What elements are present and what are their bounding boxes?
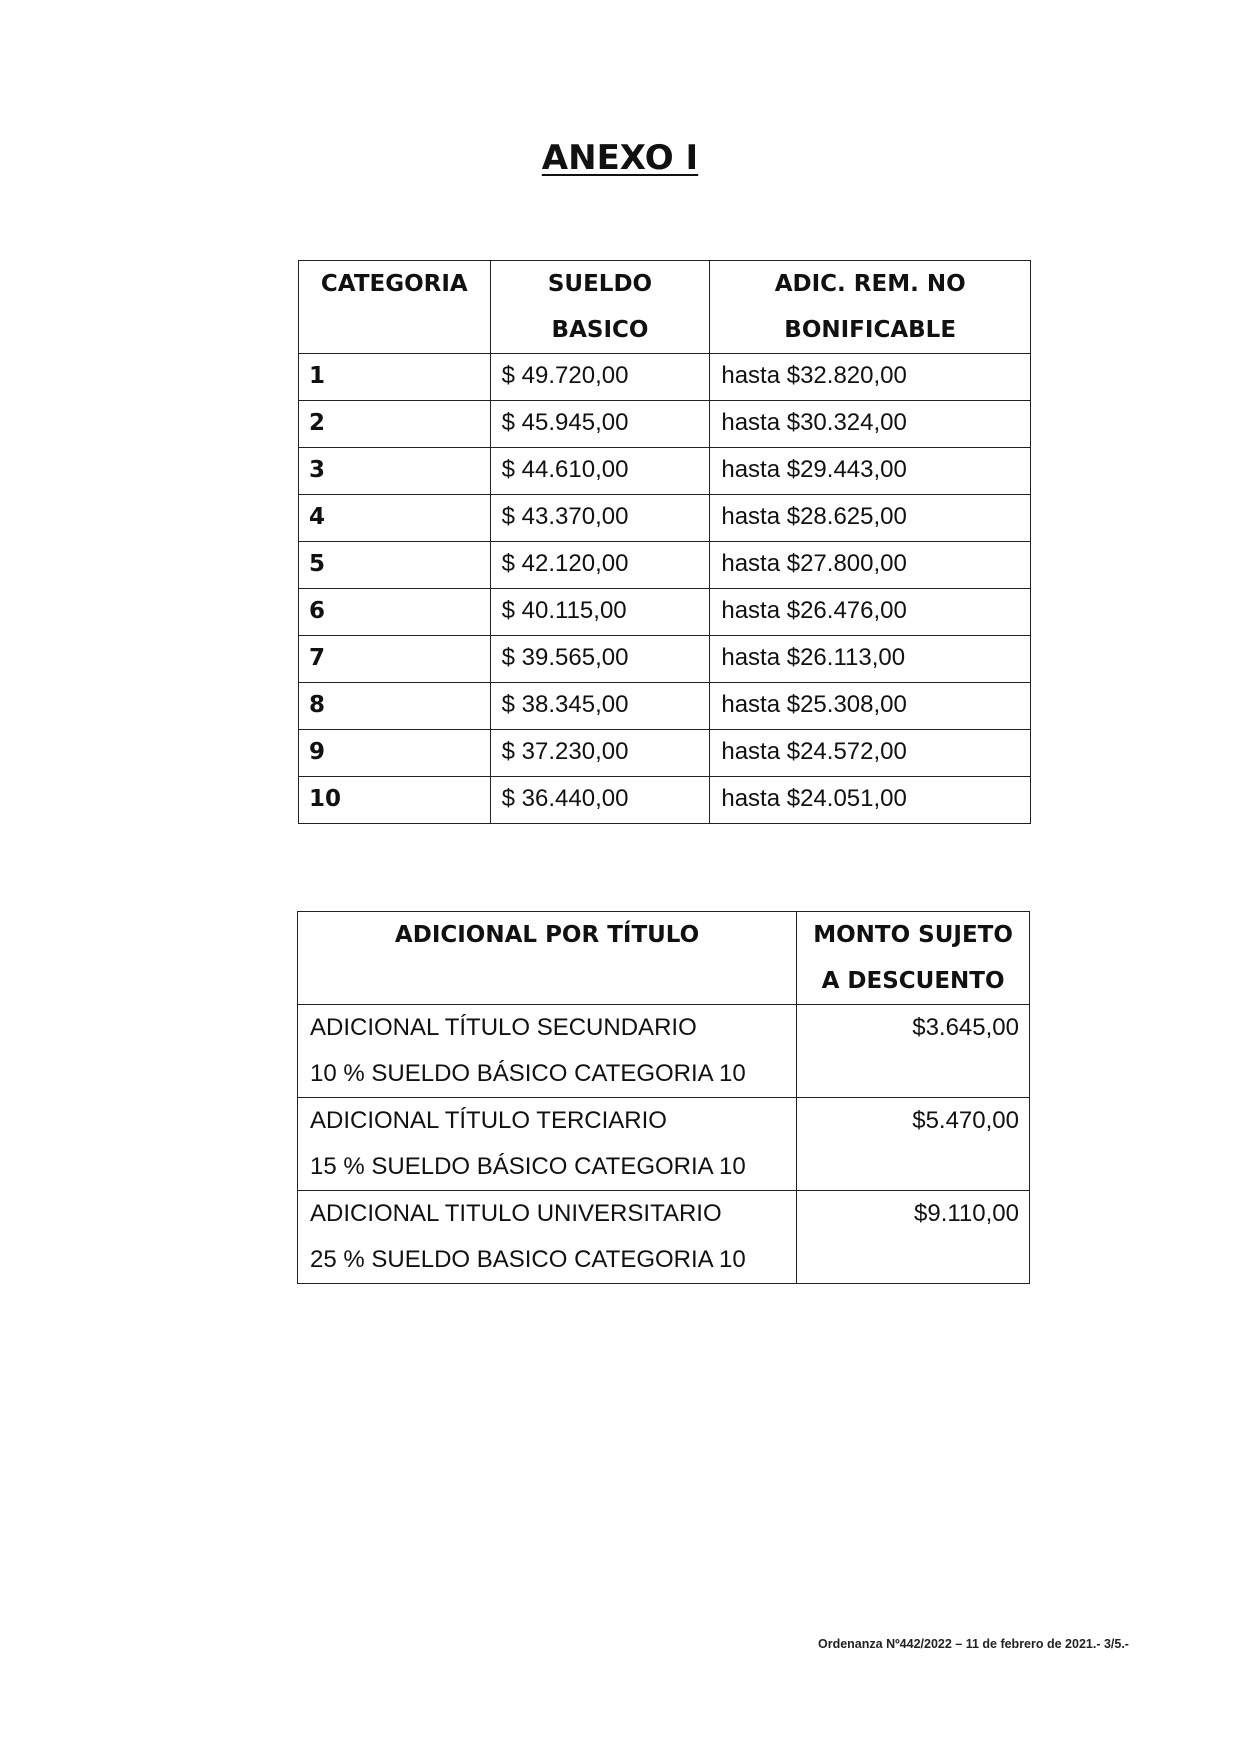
additional-cell: hasta $25.308,00 bbox=[710, 683, 1031, 730]
header-adicional-por-titulo: ADICIONAL POR TÍTULO bbox=[298, 912, 797, 1005]
title-name: ADICIONAL TÍTULO TERCIARIO bbox=[310, 1107, 667, 1134]
amount-cell: $5.470,00 bbox=[797, 1098, 1030, 1191]
category-cell: 2 bbox=[299, 401, 491, 448]
table-row bbox=[299, 683, 1031, 730]
title-description-cell bbox=[298, 1005, 797, 1098]
basic-salary-cell: $ 49.720,00 bbox=[490, 354, 710, 401]
category-cell: 4 bbox=[299, 495, 491, 542]
title-percentage: 15 % SUELDO BÁSICO CATEGORIA 10 bbox=[310, 1153, 746, 1180]
title-description-cell bbox=[298, 1191, 797, 1284]
additional-cell: hasta $32.820,00 bbox=[710, 354, 1031, 401]
additional-cell: hasta $30.324,00 bbox=[710, 401, 1031, 448]
header-monto-sujeto: MONTO SUJETO A DESCUENTO bbox=[797, 912, 1030, 1005]
basic-salary-cell: $ 40.115,00 bbox=[490, 589, 710, 636]
table-row bbox=[299, 589, 1031, 636]
table-row bbox=[299, 542, 1031, 589]
table-row bbox=[299, 636, 1031, 683]
title-bonus-header bbox=[298, 912, 1030, 1005]
basic-salary-cell: $ 39.565,00 bbox=[490, 636, 710, 683]
category-cell: 8 bbox=[299, 683, 491, 730]
category-cell: 6 bbox=[299, 589, 491, 636]
category-cell: 10 bbox=[299, 777, 491, 824]
category-cell: 5 bbox=[299, 542, 491, 589]
basic-salary-cell: $ 38.345,00 bbox=[490, 683, 710, 730]
salary-table-header bbox=[299, 261, 1031, 354]
salary-table bbox=[298, 260, 1031, 824]
header-adic-rem: ADIC. REM. NO BONIFICABLE bbox=[710, 261, 1031, 354]
title-percentage: 10 % SUELDO BÁSICO CATEGORIA 10 bbox=[310, 1060, 746, 1087]
table-row bbox=[299, 777, 1031, 824]
category-cell: 7 bbox=[299, 636, 491, 683]
category-cell: 3 bbox=[299, 448, 491, 495]
title-name: ADICIONAL TITULO UNIVERSITARIO bbox=[310, 1200, 722, 1227]
table-row bbox=[299, 401, 1031, 448]
table-row bbox=[299, 730, 1031, 777]
title-description-cell bbox=[298, 1098, 797, 1191]
basic-salary-cell: $ 44.610,00 bbox=[490, 448, 710, 495]
additional-cell: hasta $24.572,00 bbox=[710, 730, 1031, 777]
table-row bbox=[299, 354, 1031, 401]
additional-cell: hasta $26.476,00 bbox=[710, 589, 1031, 636]
header-sueldo-basico: SUELDO BASICO bbox=[490, 261, 710, 354]
title-percentage: 25 % SUELDO BASICO CATEGORIA 10 bbox=[310, 1246, 746, 1273]
table-row bbox=[298, 1098, 1030, 1191]
amount-cell: $3.645,00 bbox=[797, 1005, 1030, 1098]
basic-salary-cell: $ 36.440,00 bbox=[490, 777, 710, 824]
title-bonus-table bbox=[297, 911, 1030, 1284]
title-name: ADICIONAL TÍTULO SECUNDARIO bbox=[310, 1014, 697, 1041]
additional-cell: hasta $24.051,00 bbox=[710, 777, 1031, 824]
basic-salary-cell: $ 42.120,00 bbox=[490, 542, 710, 589]
category-cell: 1 bbox=[299, 354, 491, 401]
additional-cell: hasta $28.625,00 bbox=[710, 495, 1031, 542]
table-row bbox=[298, 1191, 1030, 1284]
amount-cell: $9.110,00 bbox=[797, 1191, 1030, 1284]
category-cell: 9 bbox=[299, 730, 491, 777]
header-categoria: CATEGORIA bbox=[299, 261, 491, 354]
additional-cell: hasta $29.443,00 bbox=[710, 448, 1031, 495]
table-row bbox=[299, 448, 1031, 495]
table-row bbox=[299, 495, 1031, 542]
footer-reference: Ordenanza Nº442/2022 – 11 de febrero de 2021.- 3/5.- bbox=[818, 1637, 1129, 1651]
basic-salary-cell: $ 43.370,00 bbox=[490, 495, 710, 542]
basic-salary-cell: $ 37.230,00 bbox=[490, 730, 710, 777]
additional-cell: hasta $26.113,00 bbox=[710, 636, 1031, 683]
basic-salary-cell: $ 45.945,00 bbox=[490, 401, 710, 448]
table-row bbox=[298, 1005, 1030, 1098]
additional-cell: hasta $27.800,00 bbox=[710, 542, 1031, 589]
page-title: ANEXO I bbox=[541, 138, 699, 178]
